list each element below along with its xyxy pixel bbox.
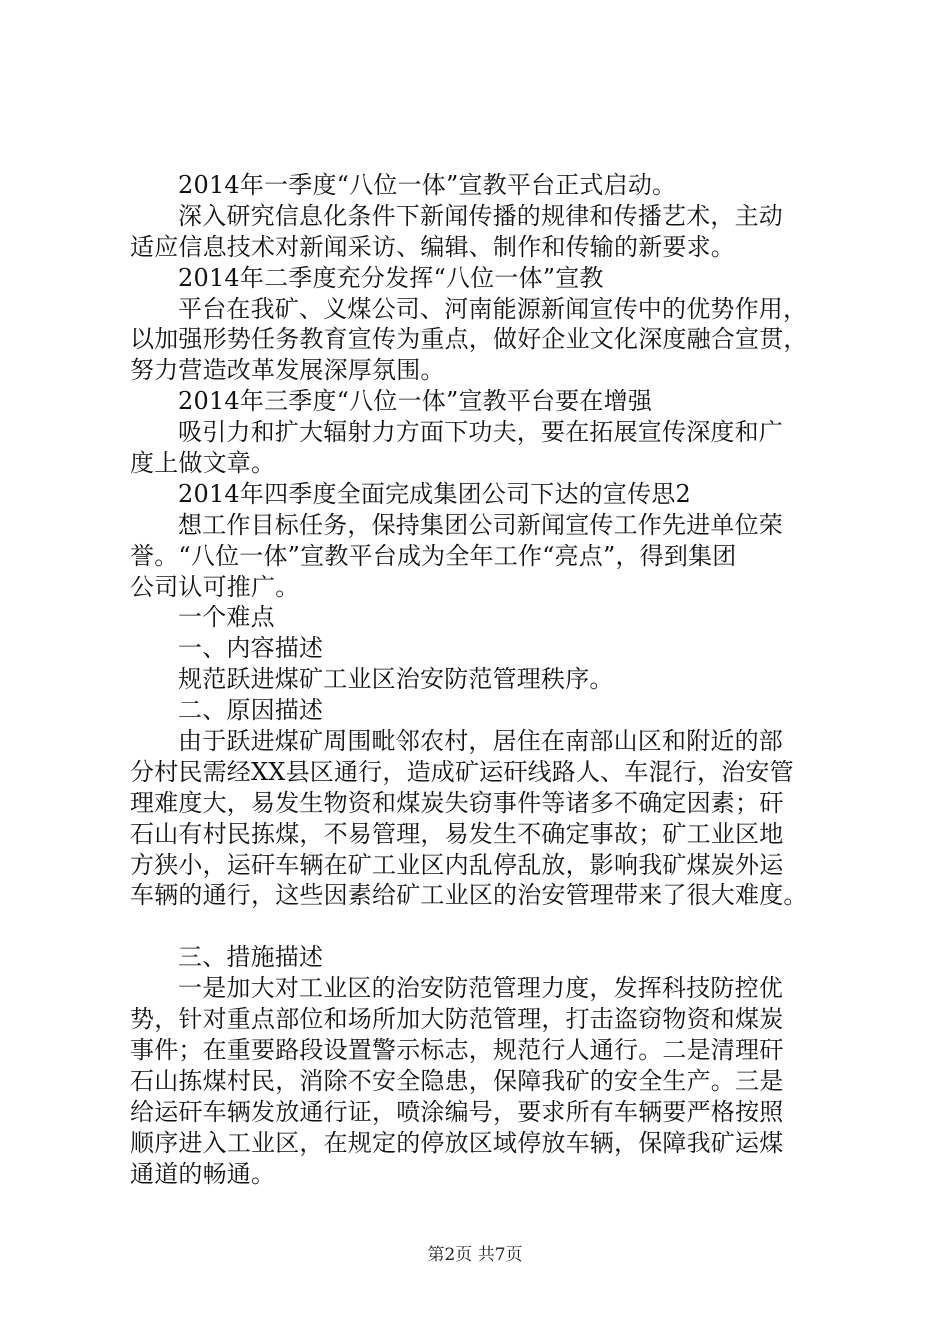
- paragraph-line: 分村民需经XX县区通行，造成矿运矸线路人、车混行，治安管: [130, 757, 794, 786]
- paragraph-line: 深入研究信息化条件下新闻传播的规律和传播艺术，主动: [178, 201, 783, 230]
- section-heading: 一个难点: [178, 603, 275, 632]
- paragraph-line: 规范跃进煤矿工业区治安防范管理秩序。: [178, 665, 614, 694]
- paragraph-line: 吸引力和扩大辐射力方面下功夫，要在拓展宣传深度和广: [178, 418, 783, 447]
- paragraph-line: 誉。“八位一体”宣教平台成为全年工作“亮点”，得到集团: [130, 541, 737, 570]
- paragraph-line: 适应信息技术对新闻采访、编辑、制作和传输的新要求。: [130, 232, 735, 261]
- paragraph-line: 石山拣煤村民，消除不安全隐患，保障我矿的安全生产。三是: [130, 1066, 784, 1095]
- paragraph-line: 2014年三季度“八位一体”宣教平台要在增强: [178, 387, 653, 416]
- paragraph-line: 想工作目标任务，保持集团公司新闻宣传工作先进单位荣: [178, 510, 783, 539]
- paragraph-line: 顺序进入工业区，在规定的停放区域停放车辆，保障我矿运煤: [130, 1128, 784, 1157]
- paragraph-line: 方狭小，运矸车辆在矿工业区内乱停乱放，影响我矿煤炭外运: [130, 850, 784, 879]
- section-heading: 二、原因描述: [178, 696, 324, 725]
- paragraph-line: 理难度大，易发生物资和煤炭失窃事件等诸多不确定因素；矸: [130, 788, 784, 817]
- paragraph-line: 以加强形势任务教育宣传为重点，做好企业文化深度融合宣贯，: [130, 325, 808, 354]
- paragraph-line: 给运矸车辆发放通行证，喷涂编号，要求所有车辆要严格按照: [130, 1097, 784, 1126]
- paragraph-line: 公司认可推广。: [130, 572, 300, 601]
- paragraph-line: 一是加大对工业区的治安防范管理力度，发挥科技防控优: [178, 974, 783, 1003]
- paragraph-line: 平台在我矿、义煤公司、河南能源新闻宣传中的优势作用，: [178, 294, 808, 323]
- paragraph-line: 2014年二季度充分发挥“八位一体”宣教: [178, 263, 604, 292]
- paragraph-line: 石山有村民拣煤，不易管理，易发生不确定事故；矿工业区地: [130, 819, 784, 848]
- section-heading: 三、措施描述: [178, 943, 324, 972]
- paragraph-line: 努力营造改革发展深厚氛围。: [130, 356, 445, 385]
- paragraph-line: 度上做文章。: [130, 449, 276, 478]
- paragraph-line: 车辆的通行，这些因素给矿工业区的治安管理带来了很大难度。: [130, 881, 808, 910]
- paragraph-line: 2014年一季度“八位一体”宣教平台正式启动。: [178, 171, 677, 199]
- paragraph-line: 由于跃进煤矿周围毗邻农村，居住在南部山区和附近的部: [178, 727, 783, 756]
- document-body: [130, 170, 850, 1189]
- page-footer: 第2页 共7页: [427, 1245, 523, 1265]
- paragraph-line: 通道的畅通。: [130, 1159, 276, 1188]
- paragraph-line: 势，针对重点部位和场所加大防范管理，打击盗窃物资和煤炭: [130, 1005, 784, 1034]
- paragraph-line: 2014年四季度全面完成集团公司下达的宣传思2: [178, 479, 691, 508]
- section-heading: 一、内容描述: [178, 634, 324, 663]
- paragraph-line: 事件；在重要路段设置警示标志，规范行人通行。二是清理矸: [130, 1035, 784, 1064]
- blank-line: [130, 911, 850, 942]
